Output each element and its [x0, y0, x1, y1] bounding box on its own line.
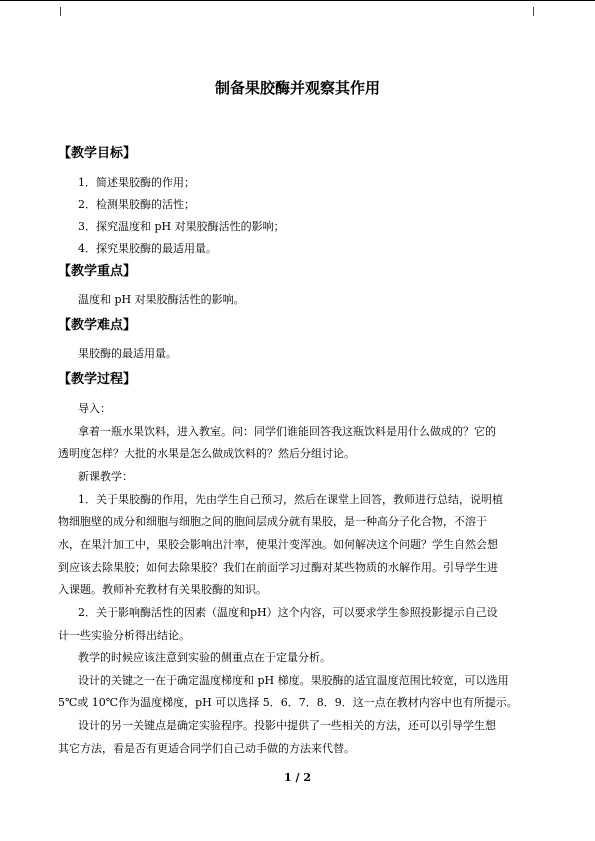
process-line: 5℃或 10℃作为温度梯度，pH 可以选择 5．6．7．8．9．这一点在教材内容中也有所提示。	[58, 696, 518, 709]
process-line: 设计的关键之一在于确定温度梯度和 pH 梯度。果胶酶的适宜温度范围比较宽，可以选用	[78, 674, 509, 687]
process-line: 新课教学：	[78, 470, 133, 483]
section-heading-objectives: 【教学目标】	[58, 146, 137, 161]
section-heading-key-points: 【教学重点】	[58, 264, 137, 279]
process-line: 物细胞壁的成分和细胞与细胞之间的胞间层成分就有果胶，是一种高分子化合物，不溶于	[58, 515, 487, 528]
process-line: 导入：	[78, 402, 111, 415]
process-line: 到应该去除果胶；如何去除果胶？我们在前面学习过酶对某些物质的水解作用。引导学生进	[58, 561, 498, 574]
process-line: 入课题。教师补充教材有关果胶酶的知识。	[58, 583, 267, 596]
process-line: 1．关于果胶酶的作用，先由学生自己预习，然后在课堂上回答，教师进行总结，说明植	[78, 493, 503, 506]
process-line: 拿着一瓶水果饮料，进入教室。问：同学们谁能回答我这瓶饮料是用什么做成的？它的	[78, 425, 496, 438]
objective-item: 3．探究温度和 pH 对果胶酶活性的影响；	[78, 220, 285, 233]
process-line: 教学的时候应该注意到实验的侧重点在于定量分析。	[78, 651, 331, 664]
process-line: 计一些实验分析得出结论。	[58, 629, 190, 642]
objective-item: 1．简述果胶酶的作用；	[78, 176, 195, 189]
key-points-text: 温度和 pH 对果胶酶活性的影响。	[78, 293, 245, 306]
process-line: 水，在果汁加工中，果胶会影响出汁率，使果汁变浑浊。如何解决这个问题？学生自然会想	[58, 538, 498, 551]
process-line: 设计的另一关键点是确定实验程序。投影中提供了一些相关的方法，还可以引导学生想	[78, 719, 496, 732]
process-line: 2．关于影响酶活性的因素（温度和pH）这个内容，可以要求学生参照投影提示自己设	[78, 606, 498, 619]
process-line: 其它方法，看是否有更适合同学们自己动手做的方法来代替。	[58, 742, 355, 755]
page-number: 1 / 2	[284, 771, 311, 784]
crop-mark-right	[533, 7, 534, 16]
section-heading-difficulties: 【教学难点】	[58, 318, 137, 333]
objective-item: 4．探究果胶酶的最适用量。	[78, 242, 217, 255]
document-title: 制备果胶酶并观察其作用	[214, 79, 380, 97]
objective-item: 2．检测果胶酶的活性；	[78, 198, 195, 211]
section-heading-process: 【教学过程】	[58, 372, 137, 387]
header-rule	[0, 0, 595, 1]
process-line: 透明度怎样？大批的水果是怎么做成饮料的？然后分组讨论。	[58, 447, 355, 460]
difficulties-text: 果胶酶的最适用量。	[78, 347, 177, 360]
crop-mark-left	[60, 7, 61, 16]
